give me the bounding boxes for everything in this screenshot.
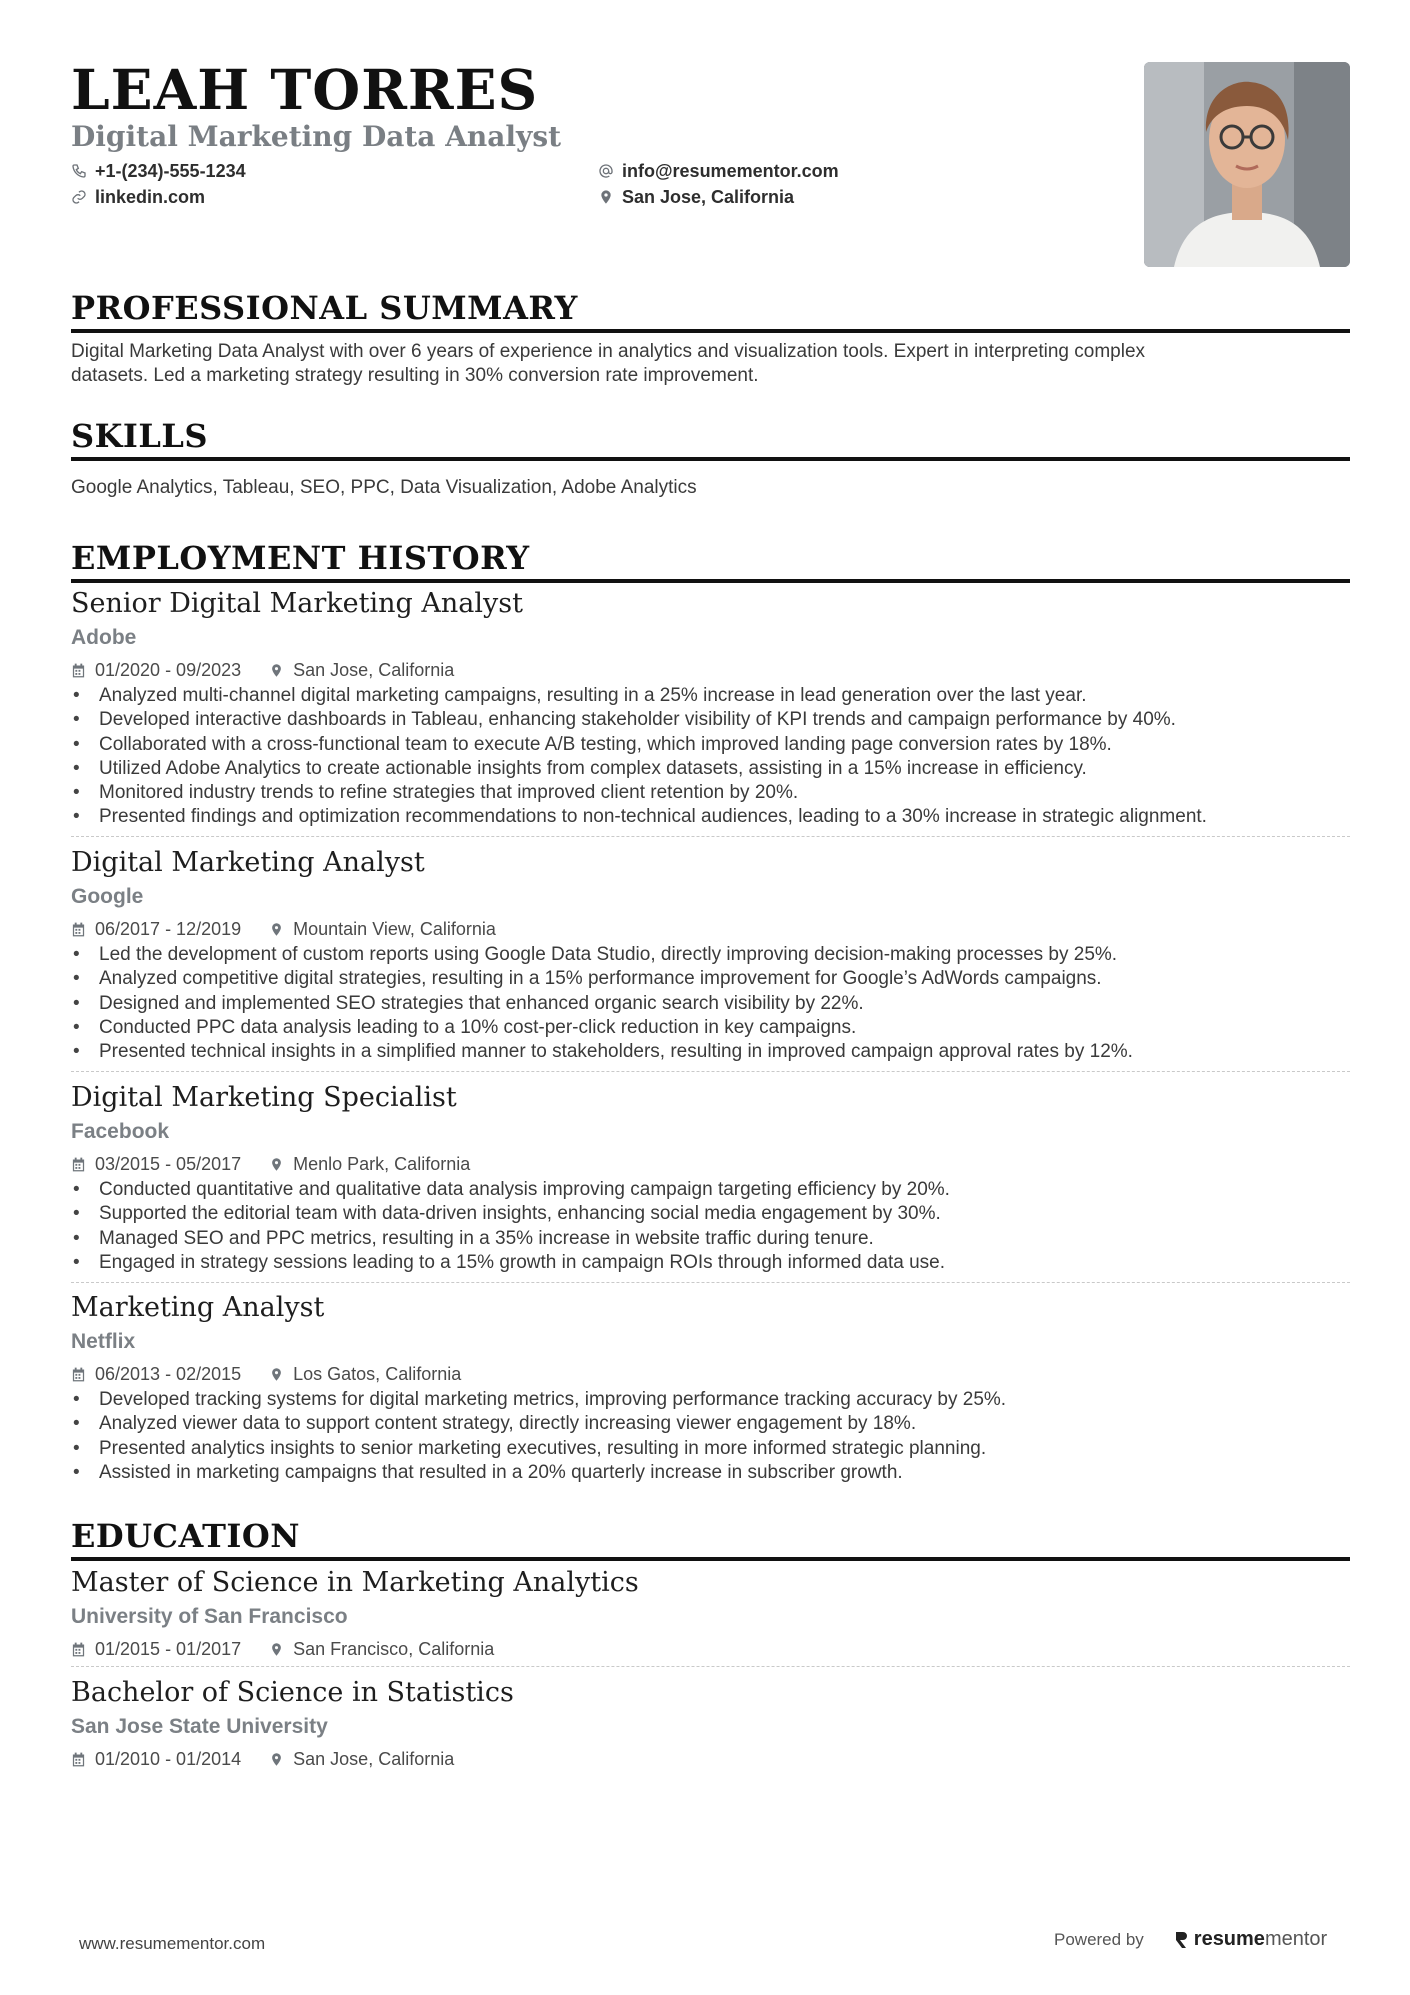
company-name: Facebook <box>71 1120 170 1143</box>
job-bullets <box>71 943 1350 1064</box>
job-bullet: • Collaborated with a cross-functional team to execute A/B testing, which improved landing page conversion rates by 18%. <box>71 733 1350 757</box>
email-text[interactable]: info@resumementor.com <box>622 161 839 181</box>
education-entry <box>71 1567 1350 1663</box>
map-pin-icon <box>269 1752 284 1767</box>
job-title: Senior Digital Marketing Analyst <box>71 588 523 619</box>
skills-text: Google Analytics, Tableau, SEO, PPC, Data Visualization, Adobe Analytics <box>71 477 697 498</box>
job-bullet: • Presented analytics insights to senior marketing executives, resulting in more informed strategic planning. <box>71 1437 1350 1461</box>
phone-text: +1-(234)-555-1234 <box>95 161 246 181</box>
portrait-illustration <box>1144 62 1350 267</box>
job-bullet: • Managed SEO and PPC metrics, resulting in a 35% increase in website traffic during tenure. <box>71 1227 1350 1251</box>
job-bullet: • Conducted PPC data analysis leading to a 10% cost-per-click reduction in key campaigns. <box>71 1016 1350 1040</box>
entry-divider <box>71 1282 1350 1283</box>
education-heading: EDUCATION <box>71 1518 1350 1561</box>
job-bullet: • Conducted quantitative and qualitative data analysis improving campaign targeting efficiency by 20%. <box>71 1178 1350 1202</box>
map-pin-icon <box>269 1157 284 1172</box>
employment-heading: EMPLOYMENT HISTORY <box>71 540 1350 583</box>
job-bullet: • Developed interactive dashboards in Tableau, enhancing stakeholder visibility of KPI trends and campaign performance by 40%. <box>71 708 1350 732</box>
job-bullet: • Led the development of custom reports using Google Data Studio, directly improving decision-making processes by 25%. <box>71 943 1350 967</box>
education-dates: 01/2015 - 01/2017 <box>95 1639 242 1659</box>
map-pin-icon <box>269 922 284 937</box>
job-meta <box>71 656 1350 684</box>
job-entry <box>71 847 1350 1064</box>
candidate-name: LEAH TORRES <box>71 57 539 122</box>
link-icon <box>71 189 87 205</box>
job-title: Marketing Analyst <box>71 1292 325 1323</box>
job-bullet: • Designed and implemented SEO strategies that enhanced organic search visibility by 22%. <box>71 992 1350 1016</box>
education-location <box>269 1637 494 1661</box>
job-title: Digital Marketing Analyst <box>71 847 425 878</box>
job-dates: 03/2015 - 05/2017 <box>95 1154 242 1174</box>
job-bullet: • Analyzed viewer data to support content strategy, directly increasing viewer engagement by 18%. <box>71 1412 1350 1436</box>
education-dates: 01/2010 - 01/2014 <box>95 1749 242 1769</box>
summary-line: datasets. Led a marketing strategy resulting in 30% conversion rate improvement. <box>71 365 759 386</box>
calendar-icon <box>71 1642 86 1657</box>
education-location <box>269 1747 454 1771</box>
at-icon <box>598 163 614 179</box>
brand-mark-icon <box>1174 1930 1188 1950</box>
job-bullet: • Monitored industry trends to refine strategies that improved client retention by 20%. <box>71 781 1350 805</box>
job-bullet: • Presented findings and optimization recommendations to non-technical audiences, leading to a 30% increase in strategic alignment. <box>71 805 1350 829</box>
job-location-text: San Jose, California <box>293 660 455 680</box>
job-dates: 01/2020 - 09/2023 <box>95 660 242 680</box>
job-bullet: • Utilized Adobe Analytics to create actionable insights from complex datasets, assisting in a 15% increase in efficiency. <box>71 757 1350 781</box>
job-dates: 06/2013 - 02/2015 <box>95 1364 242 1384</box>
job-bullet: • Assisted in marketing campaigns that resulted in a 20% quarterly increase in subscriber growth. <box>71 1461 1350 1485</box>
job-bullets <box>71 1388 1350 1485</box>
email-contact[interactable] <box>598 162 839 180</box>
job-bullet: • Analyzed competitive digital strategies, resulting in a 15% performance improvement for Google’s AdWords campaigns. <box>71 967 1350 991</box>
summary-line: Digital Marketing Data Analyst with over 6 years of experience in analytics and visualization tools. Expert in interpreting complex <box>71 341 1146 362</box>
calendar-icon <box>71 1752 86 1767</box>
job-location <box>269 917 496 941</box>
education-meta <box>71 1745 1350 1773</box>
footer-branding <box>1054 1928 1327 1951</box>
phone-contact <box>71 162 246 180</box>
job-location <box>269 658 454 682</box>
entry-divider <box>71 836 1350 837</box>
job-bullet: • Supported the editorial team with data-driven insights, enhancing social media engagement by 30%. <box>71 1202 1350 1226</box>
map-pin-icon <box>598 189 614 205</box>
company-name: Adobe <box>71 626 137 649</box>
school-name: University of San Francisco <box>71 1605 348 1628</box>
education-entry <box>71 1677 1350 1773</box>
job-meta <box>71 1150 1350 1178</box>
footer-website[interactable]: www.resumementor.com <box>79 1934 266 1953</box>
map-pin-icon <box>269 663 284 678</box>
phone-icon <box>71 163 87 179</box>
job-bullet: • Presented technical insights in a simplified manner to stakeholders, resulting in improved campaign approval rates by 12%. <box>71 1040 1350 1064</box>
map-pin-icon <box>269 1367 284 1382</box>
job-entry <box>71 588 1350 830</box>
job-entry <box>71 1292 1350 1485</box>
profile-photo <box>1144 62 1350 267</box>
linkedin-contact[interactable] <box>71 188 205 206</box>
job-bullet: • Engaged in strategy sessions leading to a 15% growth in campaign ROIs through informed data use. <box>71 1251 1350 1275</box>
job-bullets <box>71 684 1350 830</box>
powered-by-label: Powered by <box>1054 1929 1144 1949</box>
calendar-icon <box>71 663 86 678</box>
calendar-icon <box>71 1157 86 1172</box>
school-name: San Jose State University <box>71 1715 328 1738</box>
degree-title: Bachelor of Science in Statistics <box>71 1677 514 1708</box>
education-location-text: San Francisco, California <box>293 1639 495 1659</box>
skills-heading: SKILLS <box>71 418 1350 461</box>
location-text: San Jose, California <box>622 187 795 207</box>
brand-bold-text: resume <box>1193 1928 1265 1950</box>
location-contact <box>598 188 794 206</box>
job-meta <box>71 1360 1350 1388</box>
map-pin-icon <box>269 1642 284 1657</box>
job-bullet: • Analyzed multi-channel digital marketing campaigns, resulting in a 25% increase in lead generation over the last year. <box>71 684 1350 708</box>
calendar-icon <box>71 1367 86 1382</box>
degree-title: Master of Science in Marketing Analytics <box>71 1567 639 1598</box>
brand-logo[interactable] <box>1174 1928 1327 1951</box>
job-meta <box>71 915 1350 943</box>
job-entry <box>71 1082 1350 1275</box>
job-title: Digital Marketing Specialist <box>71 1082 457 1113</box>
summary-text <box>71 340 1350 388</box>
education-meta <box>71 1635 1350 1663</box>
company-name: Google <box>71 885 144 908</box>
brand-light-text: mentor <box>1264 1928 1328 1950</box>
job-location-text: Menlo Park, California <box>293 1154 471 1174</box>
entry-divider <box>71 1071 1350 1072</box>
company-name: Netflix <box>71 1330 136 1353</box>
entry-divider <box>71 1666 1350 1667</box>
job-location-text: Los Gatos, California <box>293 1364 462 1384</box>
job-dates: 06/2017 - 12/2019 <box>95 919 242 939</box>
job-bullet: • Developed tracking systems for digital marketing metrics, improving performance tracking accuracy by 25%. <box>71 1388 1350 1412</box>
job-location <box>269 1362 461 1386</box>
job-location-text: Mountain View, California <box>293 919 496 939</box>
linkedin-text[interactable]: linkedin.com <box>95 187 206 207</box>
education-location-text: San Jose, California <box>293 1749 455 1769</box>
candidate-title: Digital Marketing Data Analyst <box>71 120 562 153</box>
calendar-icon <box>71 922 86 937</box>
job-bullets <box>71 1178 1350 1275</box>
summary-heading: PROFESSIONAL SUMMARY <box>71 290 1350 333</box>
job-location <box>269 1152 470 1176</box>
